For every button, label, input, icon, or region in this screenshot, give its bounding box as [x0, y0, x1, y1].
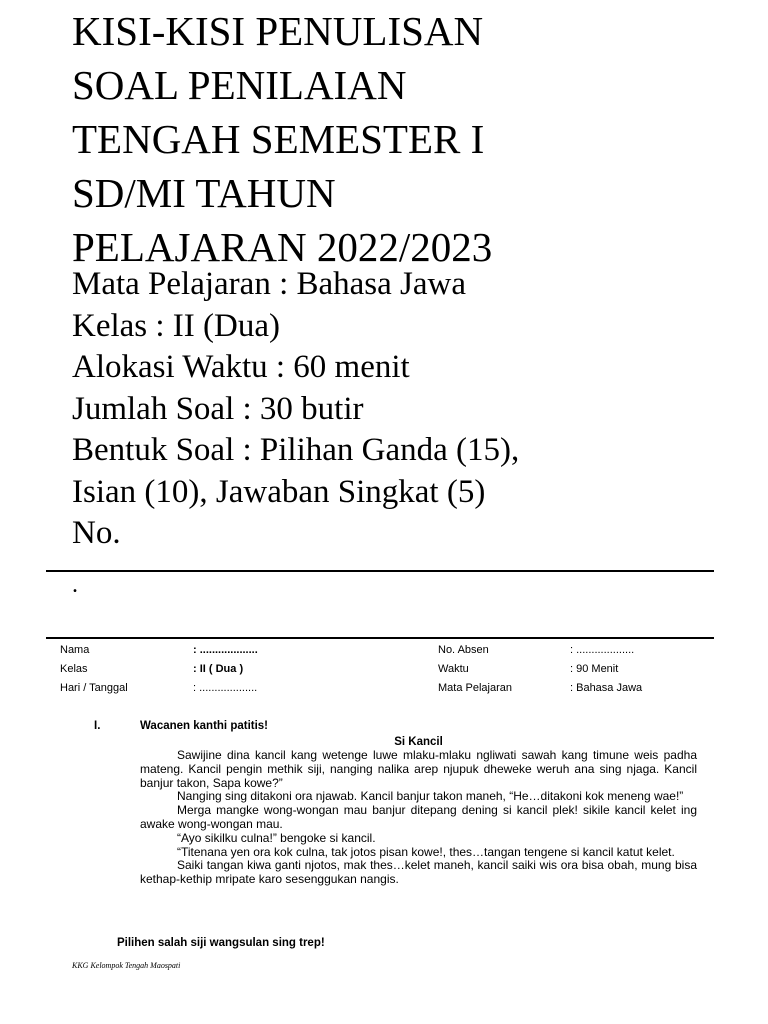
story-paragraph: Saiki tangan kiwa ganti njotos, mak thes…kelet maneh, kancil saiki wis ora bisa obah, mung bisa kethap-kethip mripate karo sesenggukan nangis. [140, 858, 697, 887]
divider-top [46, 570, 714, 572]
stray-dot: . [72, 572, 78, 598]
story-paragraph: “Titenana yen ora kok culna, tak jotos pisan kowe!, thes…tangan tengene si kancil katut kelet. [177, 844, 675, 859]
divider-bottom [46, 637, 714, 639]
info-no: No. [72, 515, 121, 551]
mapel-value: : Bahasa Jawa [570, 682, 643, 694]
info-subject: Mata Pelajaran : Bahasa Jawa [72, 266, 467, 302]
absen-value: : ................... [570, 644, 635, 656]
story-paragraph: Sawijine dina kancil kang wetenge luwe mlaku-mlaku ngliwati sawah kang timune weis padha mateng. Kancil pengin methik siji, nanging nalika arep njupuk dheweke weruh ana sing njaga. Kancil banjur takon, Sapa kowe?” [140, 748, 697, 790]
info-count: Jumlah Soal : 30 butir [72, 390, 364, 427]
waktu-value: : 90 Menit [570, 663, 619, 675]
exam-info [72, 264, 752, 555]
info-form-cont: Isian (10), Jawaban Singkat (5) [72, 473, 486, 510]
nama-value: : ................... [193, 644, 258, 656]
section-instruction: Wacanen kanthi patitis! [140, 720, 269, 732]
title-line: TENGAH SEMESTER I [72, 116, 485, 162]
title-line: PELAJARAN 2022/2023 [72, 224, 493, 270]
info-class: Kelas : II (Dua) [72, 307, 280, 344]
page-footer: KKG Kelompok Tengah Maospati [72, 961, 181, 970]
story-title: Si Kancil [394, 736, 443, 748]
hari-value: : ................... [193, 682, 258, 694]
title-line: SD/MI TAHUN [72, 170, 336, 216]
document-title [72, 4, 752, 274]
kelas-label: Kelas [60, 663, 88, 675]
story-passage [140, 749, 697, 887]
story-paragraph: Nanging sing ditakoni ora njawab. Kancil banjur takon maneh, “He…ditakoni kok meneng wae!” [177, 789, 684, 804]
nama-label: Nama [60, 644, 90, 656]
kelas-value: : II ( Dua ) [193, 663, 244, 675]
title-line: SOAL PENILAIAN [72, 62, 407, 108]
info-form: Bentuk Soal : Pilihan Ganda (15), [72, 432, 520, 468]
mapel-label: Mata Pelajaran [438, 682, 512, 694]
absen-label: No. Absen [438, 644, 489, 656]
title-line: KISI-KISI PENULISAN [72, 8, 484, 54]
waktu-label: Waktu [438, 663, 469, 675]
hari-label: Hari / Tanggal [60, 682, 128, 694]
section-number: I. [94, 720, 101, 732]
question-instruction: Pilihen salah siji wangsulan sing trep! [117, 937, 325, 949]
story-paragraph: Merga mangke wong-wongan mau banjur ditepang dening si kancil plek! sikile kancil kelet ing awake wong-wongan mau. [140, 803, 697, 831]
info-time: Alokasi Waktu : 60 menit [72, 349, 410, 385]
story-paragraph: “Ayo sikilku culna!” bengoke si kancil. [177, 830, 376, 845]
